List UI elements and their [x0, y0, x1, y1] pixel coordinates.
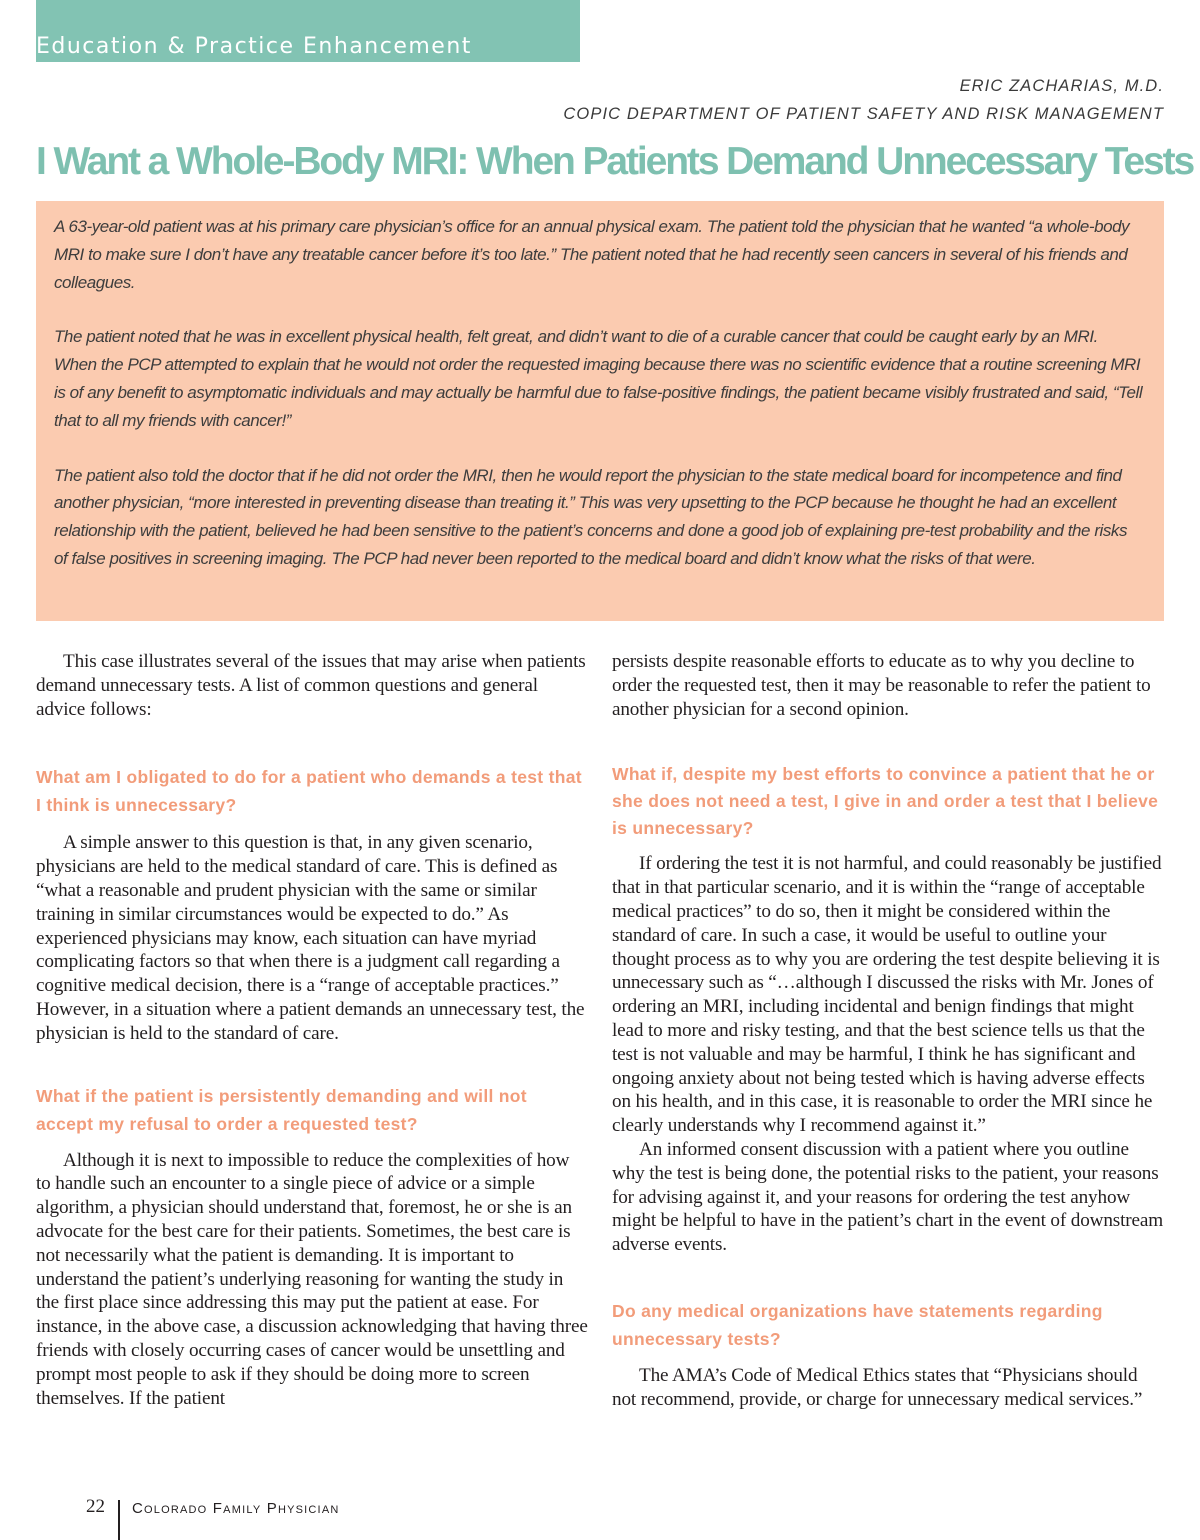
author-block	[563, 72, 1164, 128]
publication-name: Colorado Family Physician	[132, 1500, 340, 1517]
section-label: Education & Practice Enhancement	[36, 34, 472, 59]
answer-paragraph-3b: An informed consent discussion with a patient where you outline why the test is being done, the potential risks to the patient, your reasons for advising against it, and your reasons for ordering the test anyhow might be helpful to have in the patient’s chart in the event of downstream adverse events.	[612, 1138, 1164, 1256]
right-column	[612, 650, 1164, 1412]
case-paragraph: The patient also told the doctor that if he did not order the MRI, then he would report the physician to the state medical board for incompetence and find another physician, “more interested in preventing disease than treating it.” This was very upsetting to the PCP because he thought he had an excellent relationship with the patient, believed he had been sensitive to the patient’s concerns and done a good job of explaining pre-test probability and the risks of false positives in screening imaging. The PCP had never been reported to the medical board and didn’t know what the risks of that were.	[54, 465, 1128, 568]
article-title: I Want a Whole-Body MRI: When Patients Demand Unnecessary Tests	[36, 140, 1194, 183]
page-number: 22	[86, 1496, 105, 1517]
case-paragraph: A 63-year-old patient was at his primary care physician’s office for an annual physical exam. The patient told the physician that he wanted “a whole-body MRI to make sure I don’t have any treatable cancer before it’s too late.” The patient noted that he had recently seen cancers in several of his friends and colleagues.	[54, 217, 1130, 292]
author-name: ERIC ZACHARIAS, M.D.	[959, 77, 1164, 95]
question-heading-2: What if the patient is persistently demanding and will not accept my refusal to order a requested test?	[36, 1085, 527, 1134]
intro-paragraph: This case illustrates several of the issues that may arise when patients demand unnecessary tests. A list of common questions and general advice follows:	[36, 651, 586, 720]
case-paragraph: The patient noted that he was in excellent physical health, felt great, and didn’t want to die of a curable cancer that could be caught early by an MRI. When the PCP attempted to explain that he would not order the requested imaging because there was no scientific evidence that a routine screening MRI is of any benefit to asymptomatic individuals and may actually be harmful due to false-positive findings, the patient became visibly frustrated and said, “Tell that to all my friends with cancer!”	[54, 327, 1143, 430]
answer-paragraph-2: Although it is next to impossible to reduce the complexities of how to handle such an encounter to a single piece of advice or a simple algorithm, a physician should understand that, foremost, he or she is an advocate for the best care for their patients. Sometimes, the best care is not necessarily what the patient is demanding. It is important to understand the patient’s underlying reasoning for wanting the study in the first place since addressing this may put the patient at ease. For instance, in the above case, a discussion acknowledging that having three friends with closely occurring cases of cancer would be unsettling and prompt most people to ask if they should be doing more to screen themselves. If the patient	[36, 1149, 588, 1409]
answer-paragraph-1: A simple answer to this question is that, in any given scenario, physicians are held to the medical standard of care. This is defined as “what a reasonable and prudent physician with the same or similar training in similar circumstances would be expected to do.” As experienced physicians may know, each situation can have myriad complicating factors so that when there is a judgment call regarding a cognitive medical decision, there is a “range of acceptable practices.” However, in a situation where a patient demands an unnecessary test, the physician is held to the standard of care.	[36, 832, 585, 1044]
question-heading-1: What am I obligated to do for a patient who demands a test that I think is unnecessary?	[36, 767, 582, 816]
left-column	[36, 650, 588, 1410]
author-affiliation: COPIC DEPARTMENT OF PATIENT SAFETY AND RISK MANAGEMENT	[563, 105, 1164, 123]
answer-paragraph-4: The AMA’s Code of Medical Ethics states that “Physicians should not recommend, provide, or charge for unnecessary medical services.”	[612, 1364, 1143, 1410]
footer-divider	[118, 1500, 120, 1540]
answer-paragraph-3: If ordering the test it is not harmful, and could reasonably be justified that in that particular scenario, and it is within the “range of acceptable medical practices” to do so, then it might be considered within the standard of care. In such a case, it would be useful to outline your thought process as to why you are ordering the test despite believing it is unnecessary such as “…although I discussed the risks with Mr. Jones of ordering an MRI, including incidental and benign findings that might lead to more and risky testing, and that the best science tells us that the test is not valuable and may be harmful, I think he has significant and ongoing anxiety about not being tested which is having adverse effects on his health, and in this case, it is reasonable to order the MRI since he clearly understands why I recommend against it.”	[612, 853, 1162, 1137]
question-heading-3: What if, despite my best efforts to convince a patient that he or she does not need a test, I give in and order a test that I believe is unnecessary?	[612, 764, 1159, 839]
section-banner	[36, 0, 580, 62]
case-study-box	[36, 201, 1164, 621]
question-heading-4: Do any medical organizations have statements regarding unnecessary tests?	[612, 1300, 1103, 1349]
continuation-paragraph: persists despite reasonable efforts to educate as to why you decline to order the requested test, then it may be reasonable to refer the patient to another physician for a second opinion.	[612, 651, 1151, 720]
